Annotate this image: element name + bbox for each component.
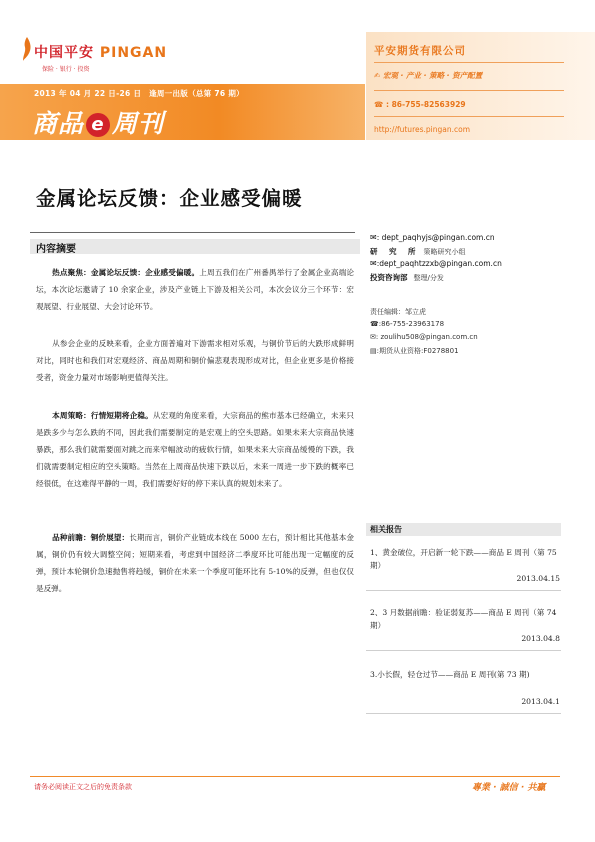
pen-icon: ✍ (374, 71, 381, 80)
related-report-date: 2013.04.8 (521, 634, 560, 643)
editor-phone: ☎:86-755-23963178 (370, 320, 445, 328)
company-url[interactable]: http://futures.pingan.com (374, 125, 470, 134)
mail-icon: ✉ (370, 259, 377, 268)
summary-paragraph (36, 264, 354, 315)
paragraph-lead: 品种前瞻：铜价展望： (52, 533, 130, 542)
related-divider (366, 713, 561, 714)
contact-email-consult[interactable]: ✉:dept_paqhtzzxb@pingan.com.cn (370, 259, 502, 268)
summary-paragraph (36, 335, 354, 386)
paragraph-text: 从参会企业的反映来看，企业方面普遍对下游需求相对乐观，与铜价节后的大跌形成鲜明对比，同时也和我们对宏观经济、商品周期和铜价偏悲观表现形成对比，但企业更多是价格接受者，资金力量对市场影响更值得关注。 (36, 339, 354, 382)
summary-heading-bar (30, 239, 360, 254)
related-report-date: 2013.04.1 (521, 697, 560, 706)
dept-label: 研 究 所 (370, 247, 418, 256)
panel-divider (374, 116, 564, 117)
company-motto (374, 70, 482, 81)
related-report-title[interactable]: 1、黄金破位，开启新一轮下跌——商品 E 周刊（第 75 期） (370, 548, 557, 570)
panel-divider (374, 90, 564, 91)
company-logo (34, 42, 167, 62)
paragraph-lead: 本周策略：行情短期将企稳。 (52, 411, 153, 420)
summary-paragraph (36, 529, 354, 597)
mail-icon: ✉ (370, 333, 376, 341)
summary-paragraph (36, 407, 354, 492)
weekly-title-b: 周刊 (112, 109, 165, 138)
weekly-title-a: 商品 (32, 109, 85, 138)
editor-line: 责任编辑：邹立虎 (370, 308, 426, 316)
email-text: dept_paqhtzzxb@pingan.com.cn (379, 259, 502, 268)
contact-consult-dept (370, 272, 444, 283)
dept-label: 投资咨询部 (370, 273, 408, 282)
weekly-title (32, 104, 164, 140)
footer-disclaimer: 请务必阅读正文之后的免责条款 (34, 783, 132, 791)
related-reports-heading-bar (366, 523, 561, 536)
related-report-title[interactable]: 2、3 月数据前瞻：验证弱复苏——商品 E 周刊（第 74 期） (370, 608, 557, 630)
dept-value: 策略研究小组 (423, 248, 466, 256)
editor-license: ▤:期货从业资格:F0278801 (370, 347, 459, 355)
related-report-date: 2013.04.15 (516, 574, 560, 583)
related-reports-heading: 相关报告 (370, 525, 402, 534)
email-text: zoulihu508@pingan.com.cn (380, 333, 478, 341)
mail-icon: ✉ (370, 233, 377, 242)
panel-divider (374, 62, 564, 63)
related-report-title[interactable]: 3.小长假，轻仓过节——商品 E 周刊(第 73 期) (370, 670, 530, 679)
dept-value: 整理/分发 (413, 274, 444, 282)
paragraph-lead: 热点聚焦：金属论坛反馈：企业感受偏暖。 (52, 268, 200, 277)
related-divider (366, 590, 561, 591)
company-phone: ☎ : 86-755-82563929 (374, 100, 466, 109)
paragraph-text: 长期而言，铜价产业链成本线在 5000 左右，预计相比其他基本金属，铜价仍有较大调整空间；短期来看，考虑到中国经济二季度环比可能出现一定幅度的反弹，预计本轮铜价急速抛售将趋缓，铜价在未来一个季度可能环比有 5-10%的反弹，但也仅仅是反弹。 (36, 533, 354, 593)
logo-subtitle: 保险 · 银行 · 投资 (42, 66, 90, 73)
contact-research-dept (370, 246, 466, 257)
article-title: 金属论坛反馈：企业感受偏暖 (36, 187, 303, 210)
footer-divider (30, 776, 560, 777)
pingan-flame-icon (22, 37, 32, 61)
license-text: 期货从业资格:F0278801 (378, 347, 459, 355)
title-divider (30, 232, 355, 233)
contact-email-research[interactable]: ✉: dept_paqhyjs@pingan.com.cn (370, 233, 495, 242)
email-text: dept_paqhyjs@pingan.com.cn (381, 233, 495, 242)
related-divider (366, 650, 561, 651)
motto-text: 宏观 · 产业 · 策略 · 资产配置 (382, 71, 483, 80)
company-name: 平安期货有限公司 (374, 45, 466, 57)
document-icon: ▤ (370, 347, 377, 355)
issue-line: 2013 年 04 月 22 日-26 日 逢周一出版（总第 76 期） (34, 89, 244, 98)
summary-heading: 内容摘要 (36, 244, 76, 255)
logo-cn: 中国平安 (34, 45, 94, 61)
paragraph-text: 从宏观的角度来看，大宗商品的熊市基本已经确立，未来只是跌多少与怎么跌的不同，因此我们需要制定的是宏观上的空头思路。如果未来大宗商品快速暴跌，那么我们就需要面对跳之而来窄幅波动的疲软行情，如果未来大宗商品缓慢的下跌，我们就需要制定相应的空头策略。当然在上周商品快速下跌以后，未来一周进一步下跌的概率已经很低，在这难得平静的一周，我们需要好好的停下来认真的规划未来了。 (36, 411, 355, 488)
editor-email[interactable]: ✉: zoulihu508@pingan.com.cn (370, 333, 478, 341)
footer-slogan: 專業 · 誠信 · 共贏 (472, 783, 546, 793)
weekly-title-e: e (86, 113, 110, 137)
paragraph-text: 上周五我们在广州番禺举行了金属企业高端论坛，本次论坛邀请了 10 余家企业，涉及产业链上下游及相关公司，本次会议分三个环节：宏观展望、行业展望、大会讨论环节。 (36, 268, 355, 311)
logo-en: PINGAN (99, 45, 168, 61)
